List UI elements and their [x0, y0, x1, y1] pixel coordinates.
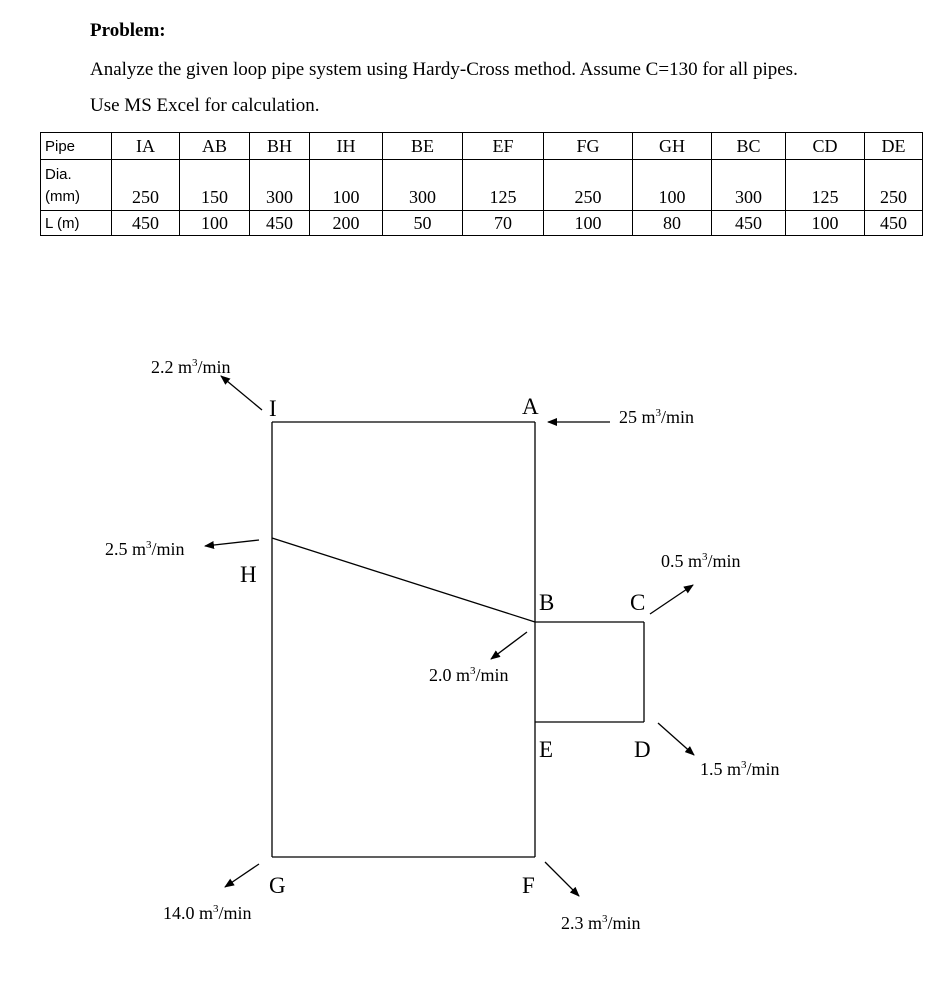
diameter-cell: 125: [463, 160, 544, 211]
diameter-cell: 300: [383, 160, 463, 211]
node-label-d: D: [634, 737, 651, 762]
pipe-bh: [272, 538, 535, 622]
flow-label-f: 2.3 $m^3/\min$: [561, 913, 641, 933]
arrow-i-out: [221, 376, 262, 410]
length-cell: 100: [786, 211, 865, 236]
diameter-label-line2: (mm): [45, 188, 80, 205]
pipe-name-cell: BC: [712, 133, 786, 160]
arrow-d-out: [658, 723, 694, 755]
length-cell: 100: [180, 211, 250, 236]
node-label-e: E: [539, 737, 554, 762]
length-cell: 450: [250, 211, 310, 236]
flow-label-c: 0.5 $m^3/\min$: [661, 551, 741, 571]
node-label-c: C: [630, 590, 646, 615]
length-cell: 100: [544, 211, 633, 236]
length-cell: 50: [383, 211, 463, 236]
diameter-label-line1: Dia.: [45, 166, 72, 183]
pipe-name-cell: IH: [310, 133, 383, 160]
arrow-c-out: [650, 585, 693, 614]
diameter-cell: 300: [250, 160, 310, 211]
length-cell: 200: [310, 211, 383, 236]
node-label-b: B: [539, 590, 555, 615]
length-row-label: L (m): [41, 211, 112, 236]
node-label-g: G: [269, 873, 286, 898]
problem-title: Problem:: [90, 20, 166, 41]
arrow-g-out: [225, 864, 259, 887]
pipe-name-cell: GH: [633, 133, 712, 160]
diameter-cell: 100: [633, 160, 712, 211]
diameter-cell: 125: [786, 160, 865, 211]
pipe-name-cell: DE: [865, 133, 923, 160]
pipe-name-cell: BE: [383, 133, 463, 160]
problem-statement: Analyze the given loop pipe system using Hardy-Cross method. Assume C=130 for all pipes.: [90, 59, 798, 80]
flow-label-d: 1.5 $m^3/\min$: [700, 759, 780, 779]
length-cell: 450: [712, 211, 786, 236]
problem-instruction: Use MS Excel for calculation.: [90, 95, 320, 116]
flow-label-h: 2.5 $m^3/\min$: [105, 539, 185, 559]
pipe-row-label: Pipe: [41, 133, 112, 160]
pipe-name-cell: BH: [250, 133, 310, 160]
flow-label-i: 2.2 $m^3/\min$: [151, 357, 231, 377]
diameter-cell: 100: [310, 160, 383, 211]
flow-label-g: 14.0 $m^3/\min$: [163, 903, 252, 923]
length-cell: 80: [633, 211, 712, 236]
pipe-name-cell: EF: [463, 133, 544, 160]
pipe-name-cell: CD: [786, 133, 865, 160]
arrow-h-out: [205, 540, 259, 546]
pipe-name-cell: IA: [112, 133, 180, 160]
diameter-cell: 250: [544, 160, 633, 211]
diameter-cell: 300: [712, 160, 786, 211]
diameter-cell: 150: [180, 160, 250, 211]
arrow-b-out: [491, 632, 527, 659]
diameter-cell: 250: [865, 160, 923, 211]
length-cell: 450: [112, 211, 180, 236]
node-label-h: H: [240, 562, 257, 587]
pipe-name-cell: AB: [180, 133, 250, 160]
diameter-cell: 250: [112, 160, 180, 211]
node-label-f: F: [522, 873, 535, 898]
flow-label-a: 25 $m^3/\min$: [619, 407, 695, 427]
flow-label-b: 2.0 $m^3/\min$: [429, 665, 509, 685]
length-cell: 450: [865, 211, 923, 236]
node-label-a: A: [522, 394, 539, 419]
length-cell: 70: [463, 211, 544, 236]
arrow-f-out: [545, 862, 579, 896]
node-label-i: I: [269, 396, 277, 421]
pipe-name-cell: FG: [544, 133, 633, 160]
